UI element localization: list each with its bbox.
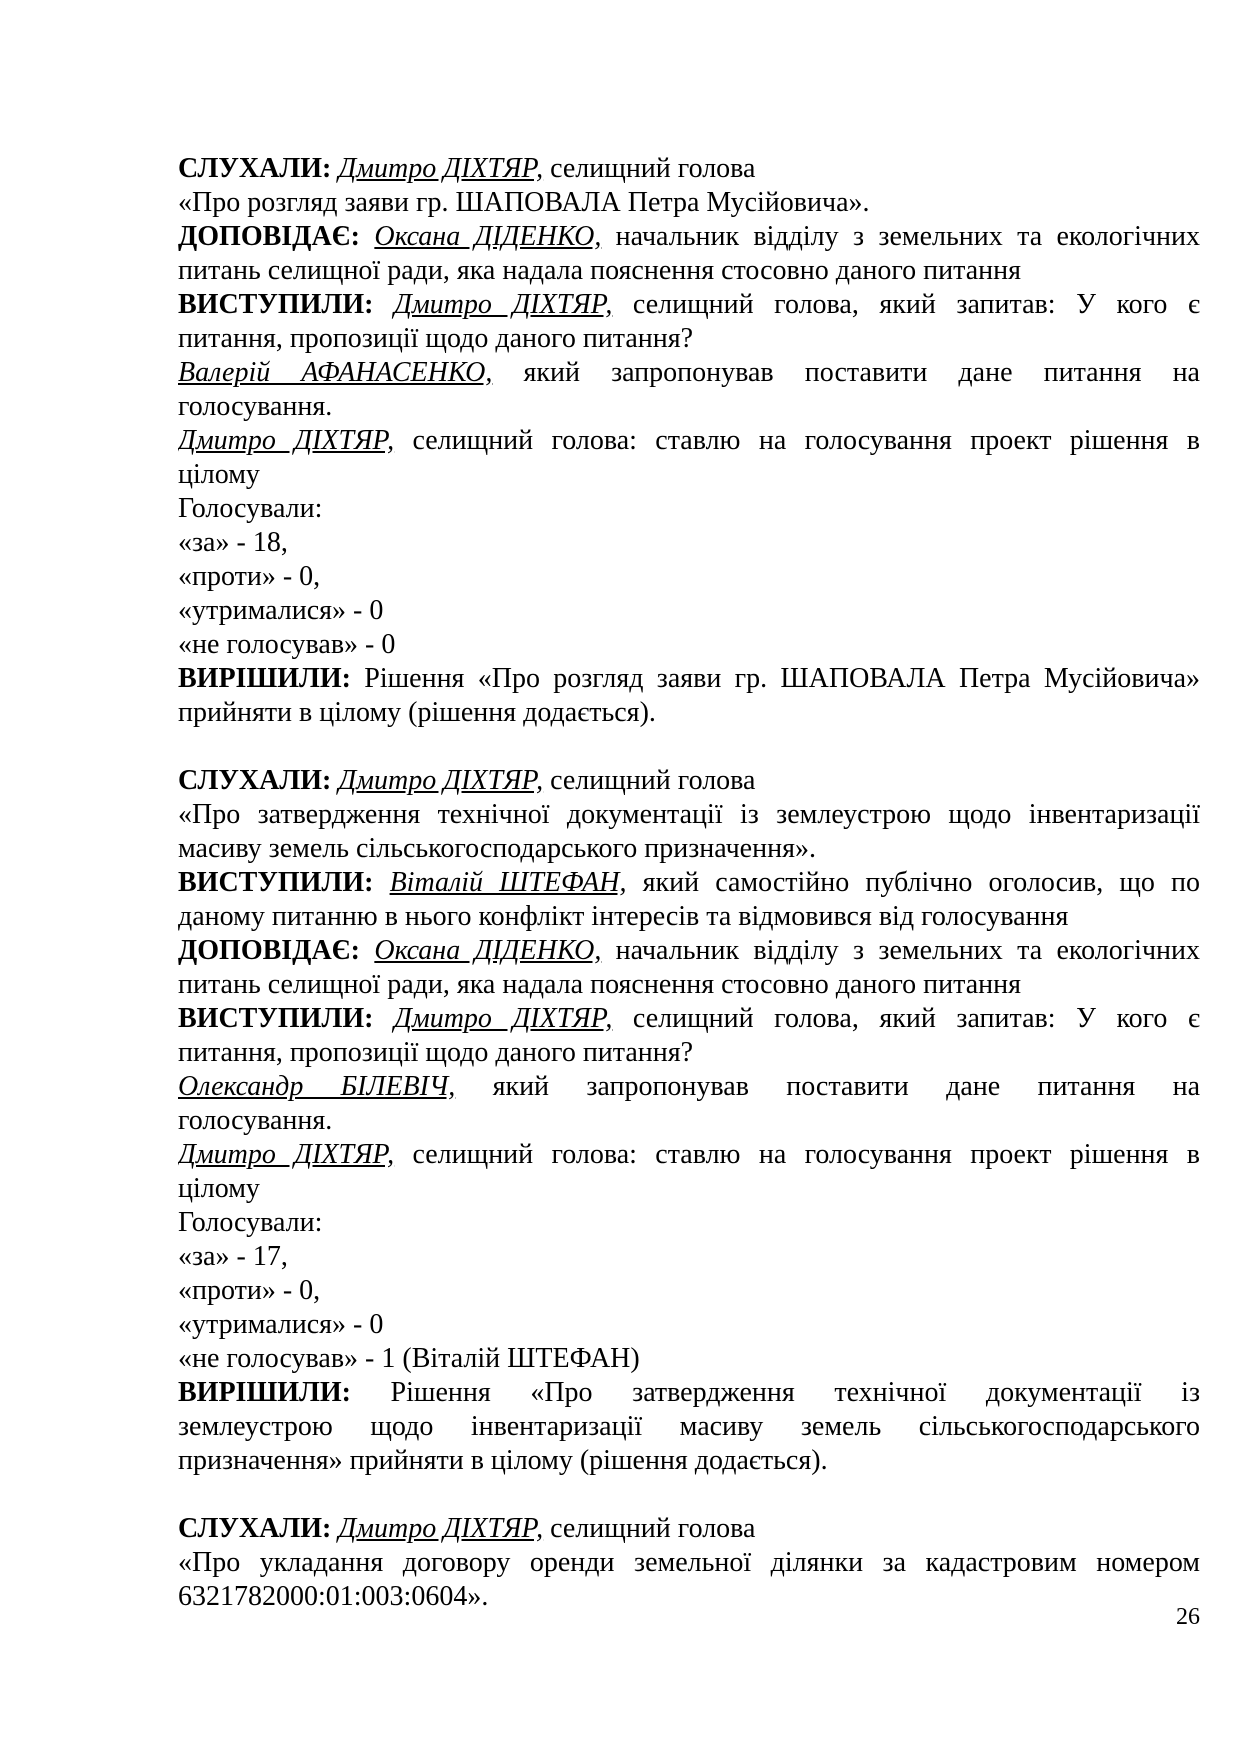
line-text: масиву земель сільськогосподарського призначення».	[178, 833, 816, 864]
text-line	[178, 1070, 1200, 1104]
person-name: Оксана ДІДЕНКО,	[374, 935, 602, 966]
text-line	[178, 356, 1200, 390]
text-line	[178, 322, 1200, 356]
line-text: Рішення «Про затвердження технічної документації із	[390, 1377, 1200, 1408]
line-text: селищний голова	[543, 153, 756, 184]
person-name: Валерій АФАНАСЕНКО,	[178, 357, 493, 388]
person-name: Дмитро ДІХТЯР,	[178, 425, 395, 456]
text-line	[178, 560, 1200, 594]
text-line	[178, 1444, 1200, 1478]
text-line	[178, 458, 1200, 492]
section-label: СЛУХАЛИ:	[178, 765, 332, 796]
line-text: «не голосував» - 0	[178, 629, 396, 660]
person-name: Оксана ДІДЕНКО,	[374, 221, 602, 252]
agenda-item	[178, 764, 1200, 1478]
line-text: прийняти в цілому (рішення додається).	[178, 697, 656, 728]
line-text: «Про укладання договору оренди земельної ділянки за кадастровим номером	[178, 1547, 1200, 1578]
line-text: «за» - 18,	[178, 527, 288, 558]
text-line	[178, 866, 1200, 900]
line-text: селищний голова: ставлю на голосування проект рішення в	[394, 425, 1200, 456]
text-line	[178, 968, 1200, 1002]
text-line	[178, 186, 1200, 220]
paragraph-gap	[178, 730, 1200, 764]
text-line	[178, 764, 1200, 798]
person-name: Дмитро ДІХТЯР,	[178, 1139, 395, 1170]
text-line	[178, 526, 1200, 560]
section-label: СЛУХАЛИ:	[178, 153, 332, 184]
line-text: «за» - 17,	[178, 1241, 288, 1272]
section-label: СЛУХАЛИ:	[178, 1513, 332, 1544]
text-line	[178, 254, 1200, 288]
text-line	[178, 628, 1200, 662]
text-line	[178, 1206, 1200, 1240]
section-label: ВИСТУПИЛИ:	[178, 289, 374, 320]
line-text: землеустрою щодо інвентаризації масиву земель сільськогосподарського	[178, 1411, 1200, 1442]
line-text: який запропонував поставити дане питання на	[492, 357, 1200, 388]
text-line	[178, 288, 1200, 322]
text-line	[178, 662, 1200, 696]
paragraph-gap	[178, 1478, 1200, 1512]
section-label: ДОПОВІДАЄ:	[178, 221, 360, 252]
line-text: «Про затвердження технічної документації із землеустрою щодо інвентаризації	[178, 799, 1200, 830]
person-name: Віталій ШТЕФАН,	[389, 867, 627, 898]
section-label: ДОПОВІДАЄ:	[178, 935, 360, 966]
line-text: голосування.	[178, 391, 333, 422]
text-line	[178, 1036, 1200, 1070]
text-line	[178, 1410, 1200, 1444]
text-line	[178, 492, 1200, 526]
line-text: селищний голова, який запитав: У кого є	[612, 289, 1200, 320]
section-label: ВИРІШИЛИ:	[178, 663, 351, 694]
text-line	[178, 152, 1200, 186]
text-line	[178, 1274, 1200, 1308]
section-label: ВИСТУПИЛИ:	[178, 867, 374, 898]
line-text: «не голосував» - 1 (Віталій ШТЕФАН)	[178, 1343, 640, 1374]
line-text: питань селищної ради, яка надала пояснення стосовно даного питання	[178, 969, 1021, 1000]
line-text: «утрималися» - 0	[178, 595, 384, 626]
text-line	[178, 1546, 1200, 1580]
line-text: питання, пропозиції щодо даного питання?	[178, 323, 694, 354]
text-line	[178, 220, 1200, 254]
text-line	[178, 1512, 1200, 1546]
line-text: селищний голова: ставлю на голосування проект рішення в	[394, 1139, 1200, 1170]
text-line	[178, 1002, 1200, 1036]
line-text: «Про розгляд заяви гр. ШАПОВАЛА Петра Мусійовича».	[178, 187, 870, 218]
line-text: даному питанню в нього конфлікт інтересів та відмовився від голосування	[178, 901, 1069, 932]
line-text: питань селищної ради, яка надала пояснення стосовно даного питання	[178, 255, 1021, 286]
person-name: Дмитро ДІХТЯР,	[394, 289, 613, 320]
line-text: начальник відділу з земельних та екологічних	[601, 935, 1200, 966]
page-number: 26	[1176, 1604, 1200, 1630]
text-line	[178, 1240, 1200, 1274]
line-text: 6321782000:01:003:0604».	[178, 1581, 489, 1612]
line-text: який запропонував поставити дане питання на	[455, 1071, 1200, 1102]
line-text: селищний голова	[543, 1513, 756, 1544]
line-text: селищний голова	[543, 765, 756, 796]
text-line	[178, 832, 1200, 866]
agenda-item	[178, 152, 1200, 730]
agenda-item	[178, 1512, 1200, 1614]
line-text: Голосували:	[178, 493, 323, 524]
text-line	[178, 934, 1200, 968]
line-text: «проти» - 0,	[178, 1275, 321, 1306]
person-name: Дмитро ДІХТЯР,	[338, 765, 544, 796]
text-line	[178, 1104, 1200, 1138]
line-text: цілому	[178, 459, 260, 490]
text-line	[178, 594, 1200, 628]
text-line	[178, 390, 1200, 424]
person-name: Олександр БІЛЕВІЧ,	[178, 1071, 456, 1102]
text-line	[178, 1342, 1200, 1376]
line-text: «проти» - 0,	[178, 561, 321, 592]
line-text: «утрималися» - 0	[178, 1309, 384, 1340]
line-text: який самостійно публічно оголосив, що по	[626, 867, 1200, 898]
section-label: ВИСТУПИЛИ:	[178, 1003, 374, 1034]
line-text: начальник відділу з земельних та екологічних	[601, 221, 1200, 252]
line-text: питання, пропозиції щодо даного питання?	[178, 1037, 694, 1068]
person-name: Дмитро ДІХТЯР,	[394, 1003, 613, 1034]
line-text: селищний голова, який запитав: У кого є	[612, 1003, 1200, 1034]
text-line	[178, 1580, 1200, 1614]
text-line	[178, 1308, 1200, 1342]
line-text: Рішення «Про розгляд заяви гр. ШАПОВАЛА Петра Мусійовича»	[364, 663, 1200, 694]
text-line	[178, 1376, 1200, 1410]
text-line	[178, 1138, 1200, 1172]
text-line	[178, 900, 1200, 934]
person-name: Дмитро ДІХТЯР,	[338, 1513, 544, 1544]
document-body	[178, 152, 1200, 1614]
text-line	[178, 1172, 1200, 1206]
line-text: голосування.	[178, 1105, 333, 1136]
line-text: цілому	[178, 1173, 260, 1204]
person-name: Дмитро ДІХТЯР,	[338, 153, 544, 184]
text-line	[178, 798, 1200, 832]
section-label: ВИРІШИЛИ:	[178, 1377, 351, 1408]
line-text: Голосували:	[178, 1207, 323, 1238]
line-text: призначення» прийняти в цілому (рішення додається).	[178, 1445, 828, 1476]
text-line	[178, 424, 1200, 458]
text-line	[178, 696, 1200, 730]
